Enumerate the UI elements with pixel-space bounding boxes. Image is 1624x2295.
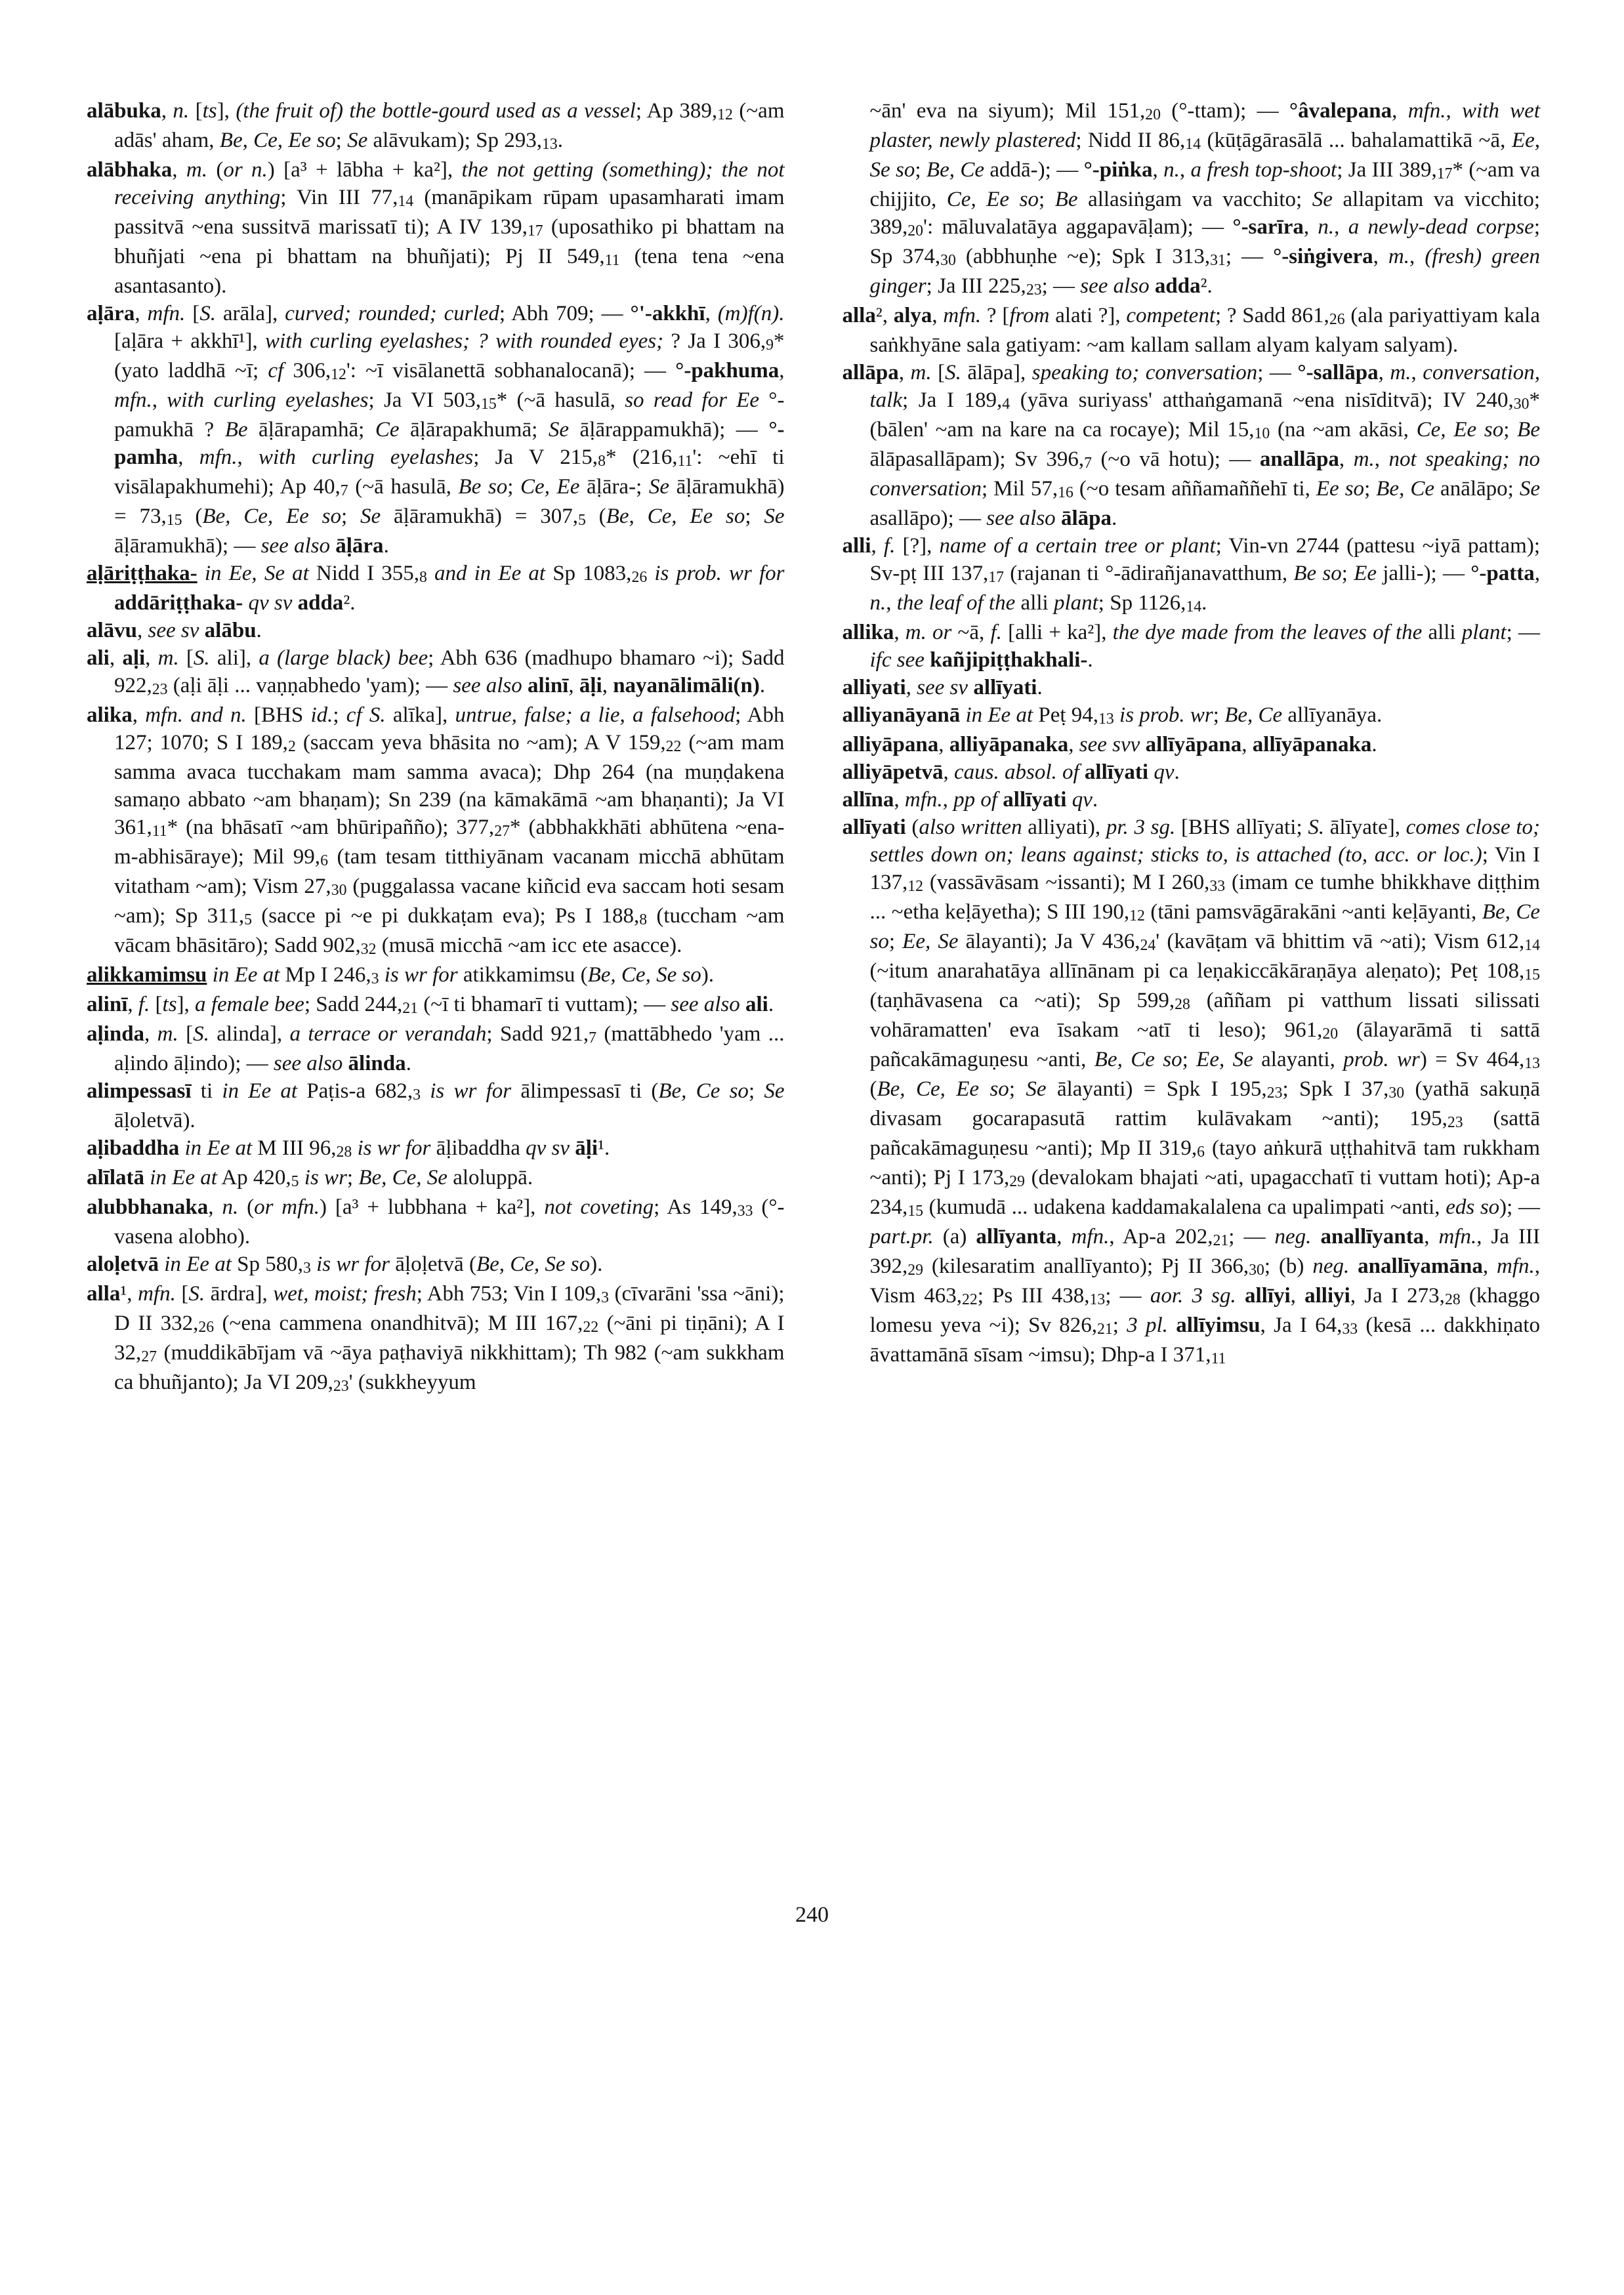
- dictionary-entry: alāvu, see sv alābu.: [87, 619, 262, 642]
- dictionary-entry: alliyāpana, alliyāpanaka, see svv allīyāpana, allīyāpanaka.: [842, 733, 1377, 756]
- dictionary-entry: allāpa, m. [S. ālāpa], speaking to; conversation; — °-sallāpa, m., conversation, talk; Ja I 189,4 (yāva suriyass' atthaṅgamanā ~ena nisīditvā); IV 240,30* (bālen' ~am na kare na ca rocaye); Mil 15,10 (na ~am akāsi, Ce, Ee so; Be ālāpasallāpam); Sv 396,7 (~o vā hotu); — anallāpa, m., not speaking; no conversation; Mil 57,16 (~o tesam aññamaññehī ti, Ee so; Be, Ce anālāpo; Se asallāpo); — see also ālāpa.: [842, 361, 1541, 530]
- page-number: 240: [795, 1903, 829, 1927]
- dictionary-entry: aḷāriṭṭhaka- in Ee, Se at Nidd I 355,8 and in Ee at Sp 1083,26 is prob. wr for addāriṭṭhaka- qv sv adda².: [87, 562, 785, 615]
- dictionary-entry: alla², alya, mfn. ? [from alati ?], competent; ? Sadd 861,26 (ala pariyattiyam kala saṅkhyāne sala gatiyam: ~am kallam sallam alyam kalyam salyam).: [842, 304, 1540, 357]
- dictionary-entry: alubbhanaka, n. (or mfn.) [a³ + lubbhana + ka²], not coveting; As 149,33 (°-vasena alobho).: [87, 1195, 785, 1249]
- dictionary-entry: alliyāpetvā, caus. absol. of allīyati qv.: [842, 760, 1180, 784]
- text-columns: [87, 97, 1540, 1398]
- dictionary-entry: aḷinda, m. [S. alinda], a terrace or verandah; Sadd 921,7 (mattābhedo 'yam ... aḷindo āḷindo); — see also ālinda.: [87, 1022, 785, 1075]
- left-column: [87, 97, 785, 1398]
- right-column: [843, 97, 1541, 1398]
- dictionary-entry: aḷibaddha in Ee at M III 96,28 is wr for āḷibaddha qv sv āḷi¹.: [87, 1136, 610, 1161]
- dictionary-entry: allīyati (also written alliyati), pr. 3 sg. [BHS allīyati; S. ālīyate], comes close to; settles down on; leans against; sticks to, is attached (to, acc. or loc.); Vin I 137,12 (vassāvāsam ~issanti); M I 260,33 (imam ce tumhe bhikkhave diṭṭhim ... ~etha keḷāyetha); S III 190,12 (tāni pamsvāgārakāni ~anti keḷāyanti, Be, Ce so; Ee, Se ālayanti); Ja V 436,24' (kavāṭam vā bhittim vā ~ati); Vism 612,14 (~itum anarahatāya allīnānam pi ca leṇakiccākāraṇāya aleṇato); Peṭ 108,15 (taṇhāvasena ca ~ati); Sp 599,28 (aññam pi vatthum lissati silissati vohāramatten' eva īsakam ~atī ti leso); 961,20 (ālayarāmā ti sattā pañcakāmaguṇesu ~anti, Be, Ce so; Ee, Se alayanti, prob. wr) = Sv 464,13 (Be, Ce, Ee so; Se ālayanti) = Spk I 195,23; Spk I 37,30 (yathā sakuṇā divasam gocarapasutā rattim kulāvakam ~anti); 195,23 (sattā pañcakāmaguṇesu ~anti); Mp II 319,6 (tayo aṅkurā uṭṭhahitvā tam rukkham ~anti); Pj I 173,29 (devalokam bhajati ~ati, upagacchatī ti vuttam hoti); Ap-a 234,15 (kumudā ... udakena kaddamakalalena ca upalimpati ~anti, eds so); — part.pr. (a) allīyanta, mfn., Ap-a 202,21; — neg. anallīyanta, mfn., Ja III 392,29 (kilesaratim anallīyanto); Pj II 366,30; (b) neg. anallīyamāna, mfn., Vism 463,22; Ps III 438,13; — aor. 3 sg. allīyi, alliyi, Ja I 273,28 (khaggo lomesu yeva ~i); Sv 826,21; 3 pl. allīyimsu, Ja I 64,33 (kesā ... dakkhiṇato āvattamānā sīsam ~imsu); Dhp-a I 371,11: [842, 816, 1541, 1367]
- dictionary-entry: alla¹, mfn. [S. ārdra], wet, moist; fresh; Abh 753; Vin I 109,3 (cīvarāni 'ssa ~āni); D II 332,26 (~ena cammena onandhitvā); M III 167,22 (~āni pi tiṇāni); A I 32,27 (muddikābījam vā ~āya paṭhaviyā nikkhittam); Th 982 (~am sukkham ca bhuñjanto); Ja VI 209,23' (sukkheyyum: [87, 1282, 785, 1395]
- dictionary-entry: alīlatā in Ee at Ap 420,5 is wr; Be, Ce, Se aloluppā.: [87, 1166, 533, 1190]
- dictionary-entry: allīna, mfn., pp of allīyati qv.: [842, 788, 1098, 812]
- dictionary-entry: alliyati, see sv allīyati.: [842, 676, 1043, 699]
- dictionary-entry: alābuka, n. [ts], (the fruit of) the bottle-gourd used as a vessel; Ap 389,12 (~am adās' aham, Be, Ce, Ee so; Se alāvukam); Sp 293,13.: [87, 99, 785, 153]
- dictionary-entry: alli, f. [?], name of a certain tree or plant; Vin-vn 2744 (pattesu ~iyā pattam); Sv-pṭ III 137,17 (rajanan ti °-ādirañjanavatthum, Be so; Ee jalli-); — °-patta, n., the leaf of the alli plant; Sp 1126,14.: [842, 534, 1541, 615]
- dictionary-entry: alābhaka, m. (or n.) [a³ + lābha + ka²], the not getting (something); the not receiving anything; Vin III 77,14 (manāpikam rūpam upasamharati imam passitvā ~ena sussitvā marissatī ti); A IV 139,17 (uposathiko pi bhattam na bhuñjati ~ena pi bhattam na bhuñjati); Pj II 549,11 (tena tena ~ena asantasanto).: [87, 158, 785, 298]
- dictionary-entry: alika, mfn. and n. [BHS id.; cf S. alīka], untrue, false; a lie, a falsehood; Abh 127; 1070; S I 189,2 (saccam yeva bhāsita no ~am); A V 159,22 (~am mam samma avaca tucchakam mam samma avaca); Dhp 264 (na muṇḍakena samaṇo abbato ~am bhaṇam); Sn 239 (na kāmakāmā ~am bhaṇanti); Ja VI 361,11* (na bhāsatī ~am bhūripañño); 377,27* (abbhakkhāti abhūtena ~ena-m-abhisāraye); Mil 99,6 (tam tesam titthiyānam vacanam micchā abhūtam vitatham ~am); Vism 27,30 (puggalassa vacane kiñcid eva saccam hoti sesam ~am); Sp 311,5 (sacce pi ~e pi dukkaṭam eva); Ps I 188,8 (tuccham ~am vācam bhāsitāro); Sadd 902,32 (musā micchā ~am icc ete asacce).: [87, 703, 785, 958]
- entry-continuation: ~ān' eva na siyum); Mil 151,20 (°-ttam); — °âvalepana, mfn., with wet plaster, newly plastered; Nidd II 86,14 (kūṭāgārasālā ... bahalamattikā ~ā, Ee, Se so; Be, Ce addā-); — °-piṅka, n., a fresh top-shoot; Ja III 389,17* (~am va chijjito, Ce, Ee so; Be allasiṅgam va vacchito; Se allapitam va vicchito; 389,20': māluvalatāya aggapavāḷam); — °-sarīra, n., a newly-dead corpse; Sp 374,30 (abbhuṇhe ~e); Spk I 313,31; — °-siṅgivera, m., (fresh) green ginger; Ja III 225,23; — see also adda².: [869, 99, 1541, 299]
- dictionary-entry: alimpessasī ti in Ee at Paṭis-a 682,3 is wr for ālimpessasī ti (Be, Ce so; Se āḷoletvā).: [87, 1079, 785, 1132]
- dictionary-entry: allika, m. or ~ā, f. [alli + ka²], the dye made from the leaves of the alli plant; — ifc see kañjipiṭṭhakhali-.: [842, 621, 1540, 672]
- dictionary-entry: ali, aḷi, m. [S. ali], a (large black) bee; Abh 636 (madhupo bhamaro ~i); Sadd 922,23 (aḷi āḷi ... vaṇṇabhedo 'yam); — see also alinī, āḷi, nayanālimāli(n).: [87, 646, 785, 698]
- dictionary-entry: alinī, f. [ts], a female bee; Sadd 244,21 (~ī ti bhamarī ti vuttam); — see also ali.: [87, 993, 774, 1017]
- dictionary-entry: aloḷetvā in Ee at Sp 580,3 is wr for āḷoḷetvā (Be, Ce, Se so).: [87, 1252, 603, 1277]
- dictionary-entry: alliyanāyanā in Ee at Peṭ 94,13 is prob. wr; Be, Ce allīyanāya.: [842, 703, 1383, 728]
- dictionary-entry: aḷāra, mfn. [S. arāla], curved; rounded; curled; Abh 709; — °'-akkhī, (m)f(n). [aḷāra + akkhī¹], with curling eyelashes; ? with rounded eyes; ? Ja I 306,9* (yato laddhā ~ī; cf 306,12': ~ī visālanettā sobhanalocanā); — °-pakhuma, mfn., with curling eyelashes; Ja VI 503,15* (~ā hasulā, so read for Ee °-pamukhā ? Be āḷārapamhā; Ce āḷārapakhumā; Se āḷārappamukhā); — °-pamha, mfn., with curling eyelashes; Ja V 215,8* (216,11': ~ehī ti visālapakhumehi); Ap 40,7 (~ā hasulā, Be so; Ce, Ee āḷāra-; Se āḷāramukhā) = 73,15 (Be, Ce, Ee so; Se āḷāramukhā) = 307,5 (Be, Ce, Ee so; Se āḷāramukhā); — see also āḷāra.: [87, 302, 785, 558]
- dictionary-entry: alikkamimsu in Ee at Mp I 246,3 is wr for atikkamimsu (Be, Ce, Se so).: [87, 963, 715, 987]
